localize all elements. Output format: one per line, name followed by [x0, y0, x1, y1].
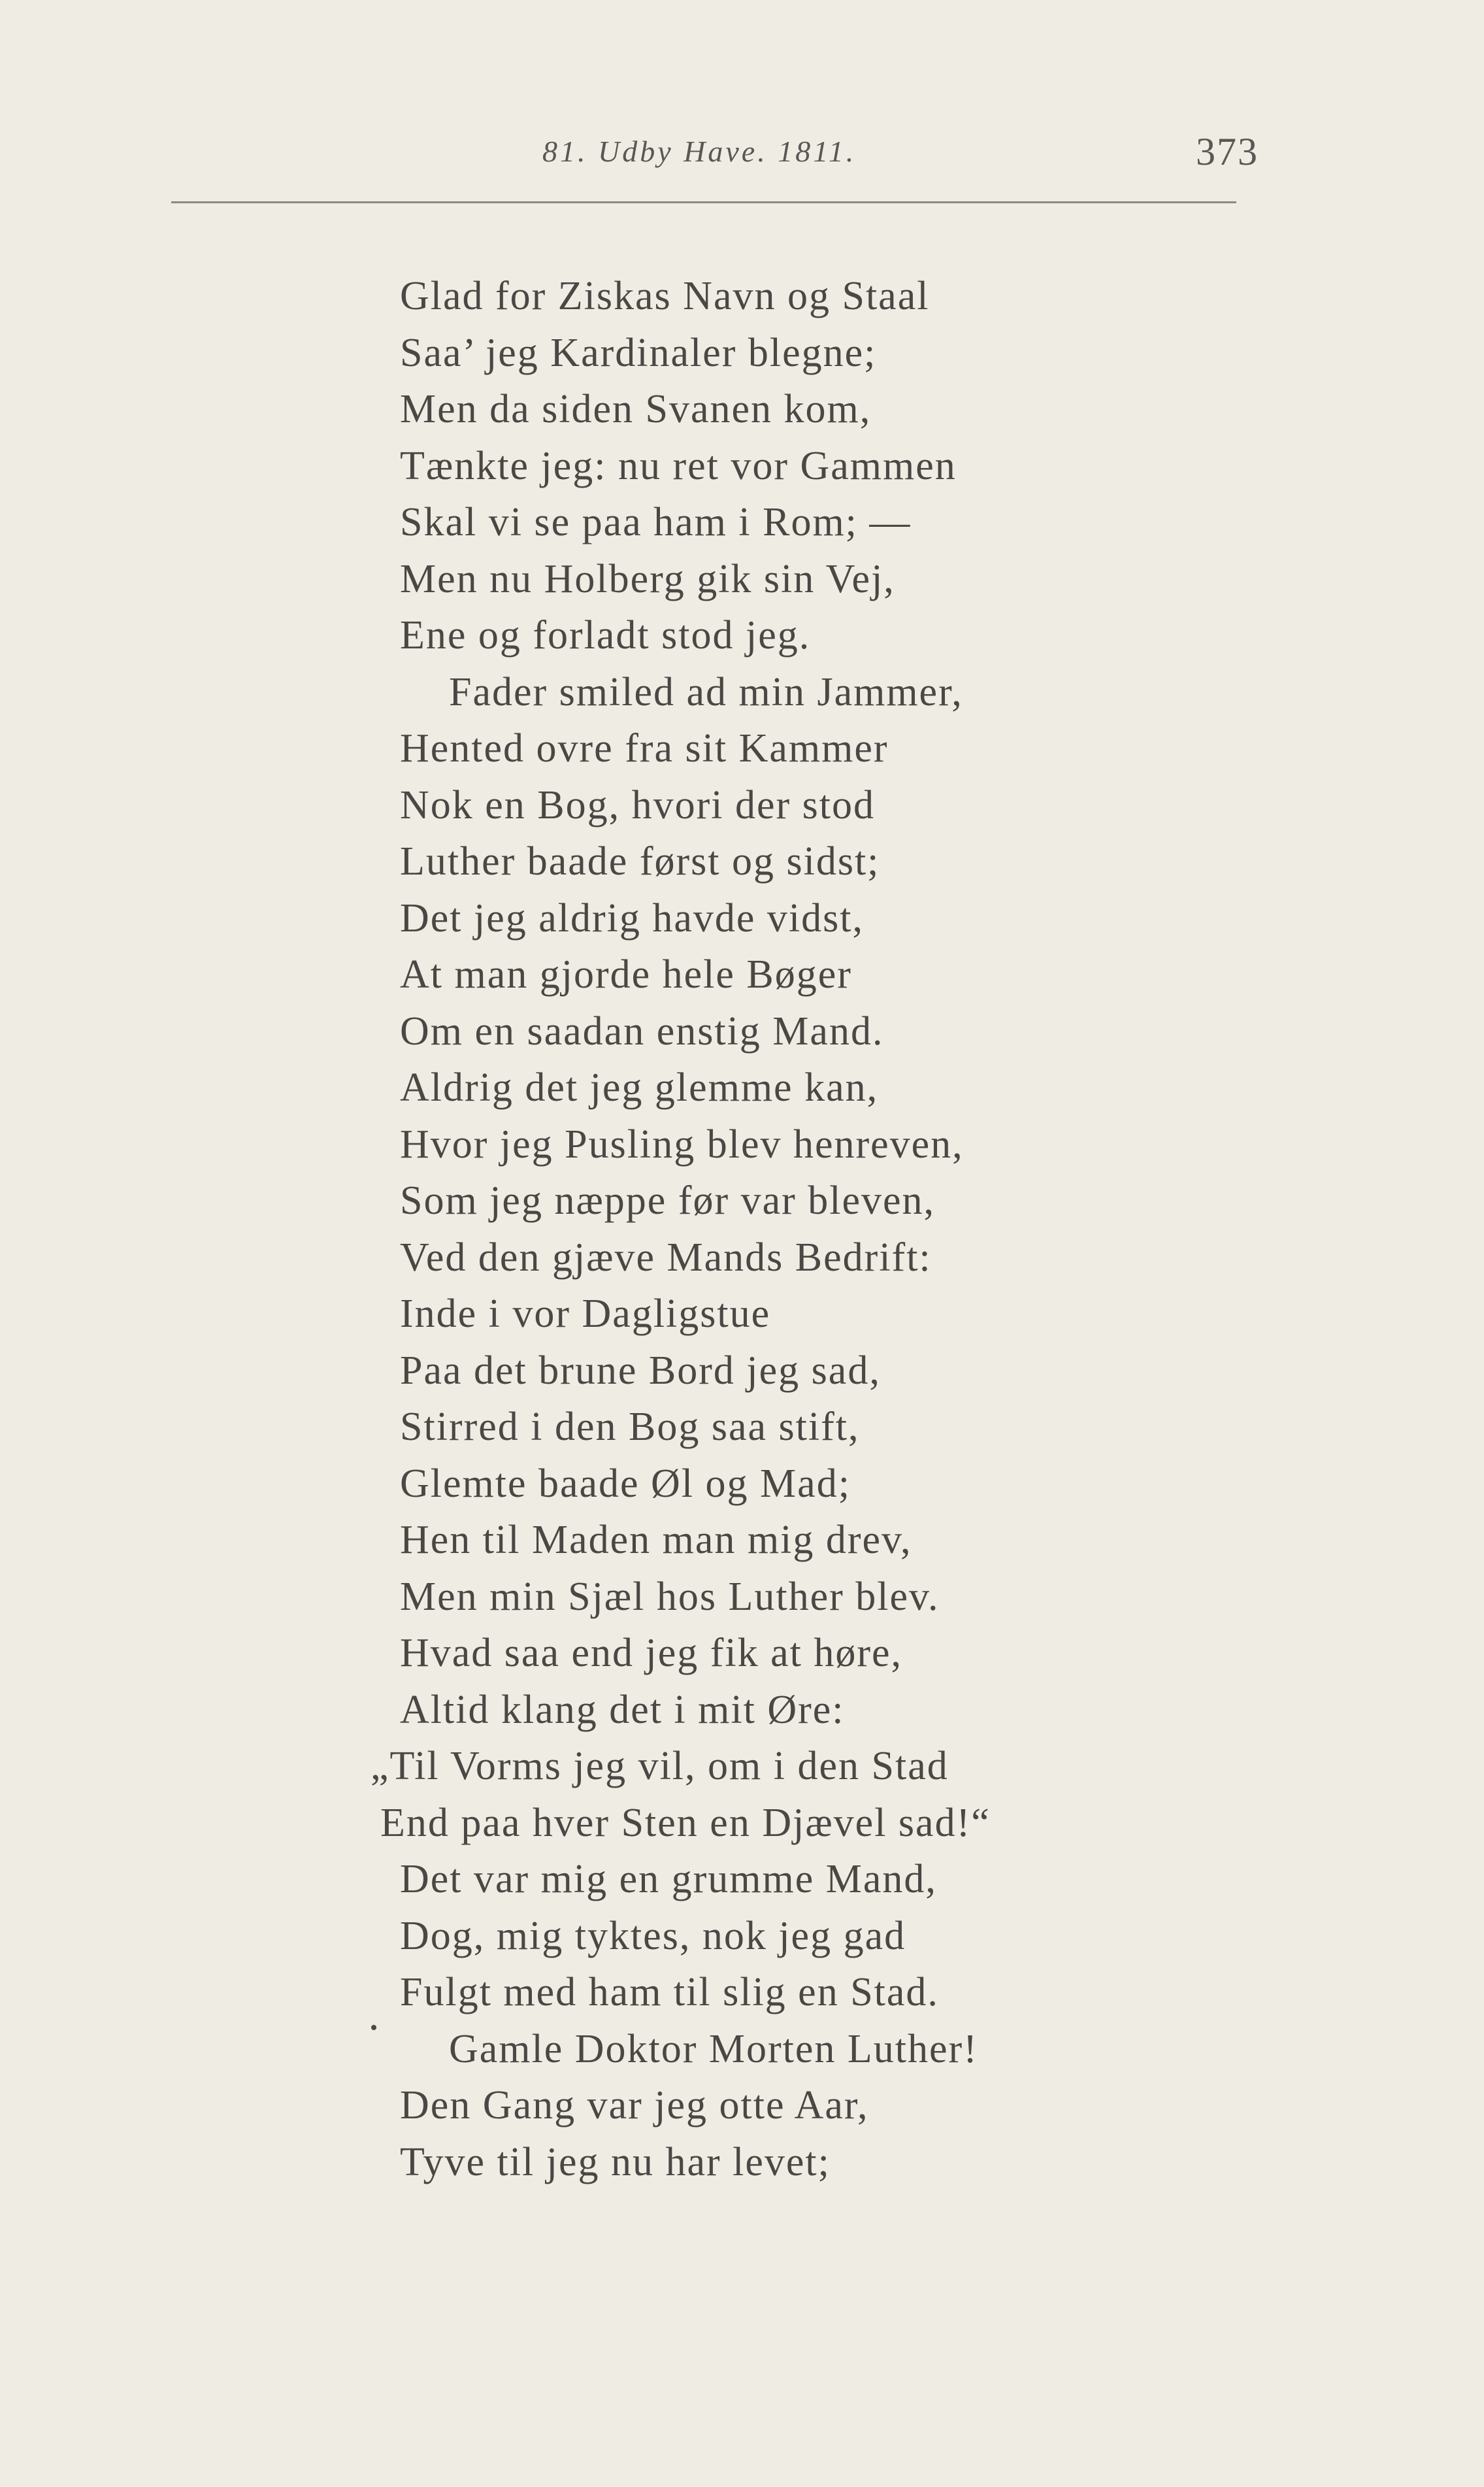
poem-line: Men min Sjæl hos Luther blev. [400, 1574, 940, 1619]
margin-dot [371, 2025, 376, 2030]
poem-line: Dog, mig tyktes, nok jeg gad [400, 1913, 906, 1958]
poem-line: Ene og forladt stod jeg. [400, 613, 811, 658]
poem-line: Glad for Ziskas Navn og Staal [400, 274, 930, 318]
poem-line: Den Gang var jeg otte Aar, [400, 2083, 869, 2128]
running-head: 81. Udby Have. 1811. [542, 135, 857, 168]
poem-line: Hented ovre fra sit Kammer [400, 726, 889, 771]
poem-line: At man gjorde hele Bøger [400, 952, 852, 997]
poem-line: Aldrig det jeg glemme kan, [400, 1065, 879, 1110]
poem-line: Som jeg næppe før var bleven, [400, 1178, 936, 1223]
poem-line: Ved den gjæve Mands Bedrift: [400, 1235, 932, 1280]
poem-line-quote: End paa hver Sten en Djævel sad!“ [380, 1800, 991, 1845]
poem-line: Men da siden Svanen kom, [400, 387, 872, 431]
poem-line: Tænkte jeg: nu ret vor Gammen [400, 443, 957, 488]
poem-line: Altid klang det i mit Øre: [400, 1687, 845, 1732]
poem-line: Stirred i den Bog saa stift, [400, 1405, 860, 1449]
poem-line: Luther baade først og sidst; [400, 839, 880, 884]
poem-line: Det var mig en grumme Mand, [400, 1857, 937, 1901]
poem-line: Fulgt med ham til slig en Stad. [400, 1970, 939, 2014]
poem-line: Saa’ jeg Kardinaler blegne; [400, 330, 877, 375]
poem-line: Men nu Holberg gik sin Vej, [400, 556, 895, 601]
poem-line: Det jeg aldrig havde vidst, [400, 895, 864, 941]
poem-line: Hvad saa end jeg fik at høre, [400, 1631, 903, 1675]
poem-line-stanza-start: Fader smiled ad min Jammer, [449, 669, 963, 714]
poem-line: Hen til Maden man mig drev, [400, 1518, 912, 1562]
poem-line-quote: „Til Vorms jeg vil, om i den Stad [371, 1744, 949, 1788]
poem-line: Glemte baade Øl og Mad; [400, 1461, 851, 1506]
page-number: 373 [1196, 130, 1259, 173]
poem-line: Tyve til jeg nu har levet; [400, 2139, 831, 2184]
poem-line: Om en saadan enstig Mand. [400, 1009, 884, 1054]
poem-line: Inde i vor Dagligstue [400, 1292, 771, 1336]
poem-line: Nok en Bog, hvori der stod [400, 782, 876, 827]
header-rule [171, 201, 1236, 203]
poem-line: Paa det brune Bord jeg sad, [400, 1348, 881, 1393]
poem-text [371, 268, 1249, 2190]
poem-line-stanza-start: Gamle Doktor Morten Luther! [449, 2026, 978, 2071]
poem-line: Skal vi se paa ham i Rom; — [400, 500, 912, 544]
poem-line: Hvor jeg Pusling blev henreven, [400, 1122, 964, 1167]
